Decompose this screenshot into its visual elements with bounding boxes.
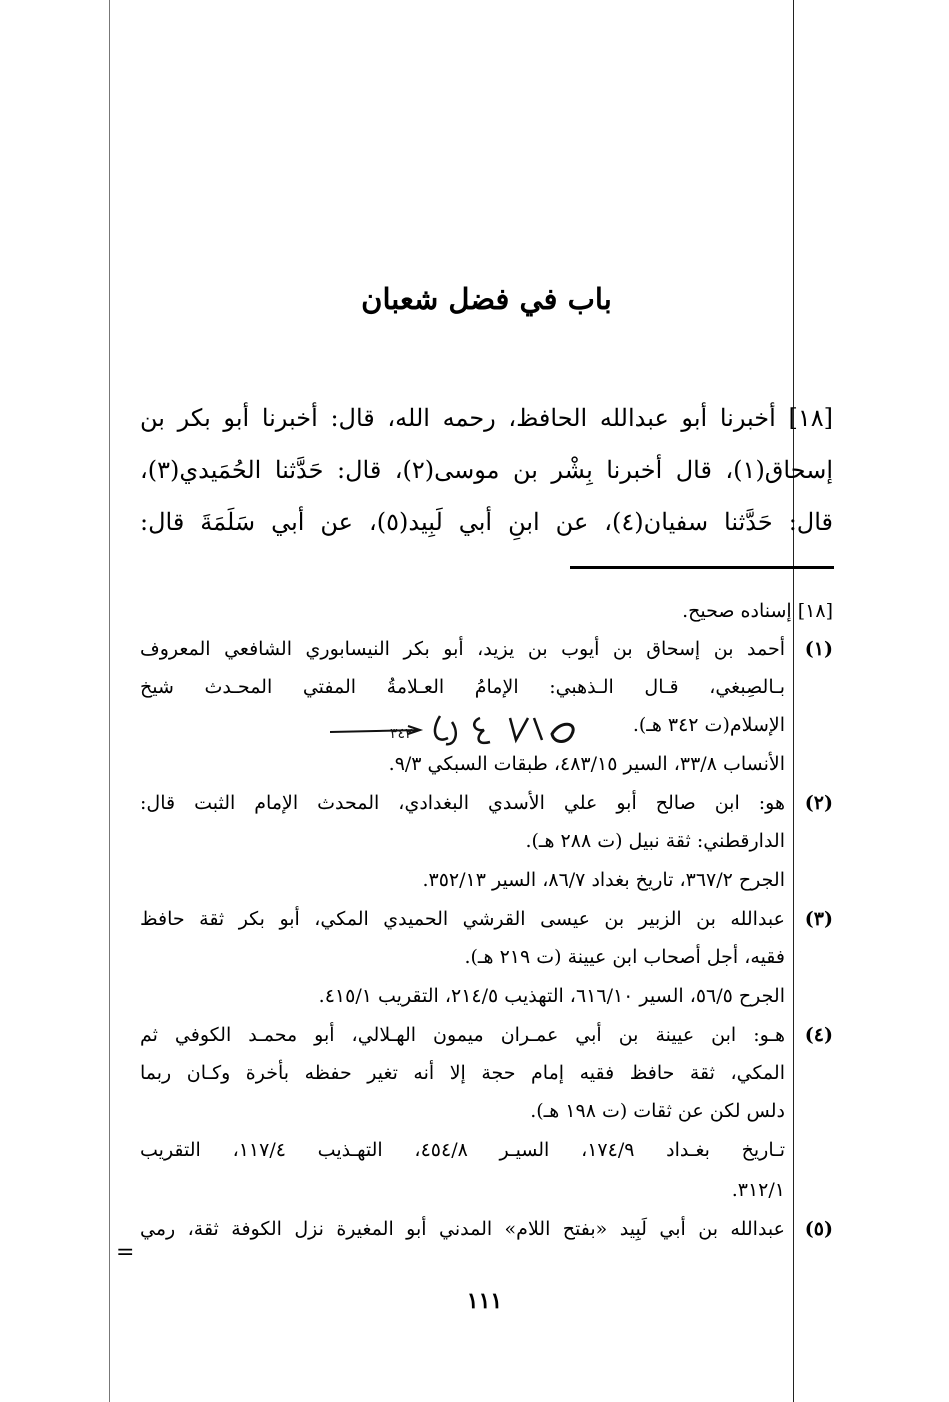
footnote-line: فقيه، أجل أصحاب ابن عيينة (ت ٢١٩ هـ). bbox=[464, 946, 785, 968]
hadith-text bbox=[140, 392, 833, 548]
footnote-line: أحمد بن إسحاق بن أيوب بن يزيد، أبو بكر النيسابوري الشافعي المعروف bbox=[140, 638, 785, 660]
footnote-line: عبدالله بن أبي لَبِيد «بفتح اللام» المدني أبو المغيرة نزل الكوفة ثقة، رمي bbox=[140, 1218, 785, 1240]
continuation-mark: = bbox=[116, 1240, 135, 1265]
footnote-number: (٣) bbox=[804, 908, 833, 930]
handwritten-annotation bbox=[330, 704, 580, 754]
chapter-title: باب في فضل شعبان bbox=[361, 282, 612, 316]
footnote-3 bbox=[140, 900, 833, 1016]
footnote-header: [١٨] إسناده صحيح. bbox=[682, 600, 833, 622]
hadith-number: [١٨] bbox=[788, 404, 833, 432]
hadith-line-1-text: أخبرنا أبو عبدالله الحافظ، رحمه الله، قال: أخبرنا أبو بكر بن bbox=[140, 404, 776, 432]
footnote-line: الدارقطني: ثقة نبيل (ت ٢٨٨ هـ). bbox=[525, 830, 785, 852]
footnote-line: عبدالله بن الزبير بن عيسى القرشي الحميدي المكي، أبو بكر ثقة حافظ bbox=[140, 908, 785, 930]
page-number: ١١١ bbox=[466, 1288, 503, 1314]
footnote-4 bbox=[140, 1016, 833, 1210]
footnote-number: (٥) bbox=[804, 1218, 833, 1240]
footnote-line: بـالصِبغي، قـال الـذهبي: الإمامُ العـلامةُ المفتي المحـدث شيخ bbox=[140, 676, 785, 698]
footnote-separator bbox=[570, 566, 834, 569]
footnote-references: الجرح ٣٦٧/٢، تاريخ بغداد ٨٦/٧، السير ٣٥٢/١٣. bbox=[422, 869, 785, 891]
footnote-number: (٢) bbox=[804, 792, 833, 814]
hadith-line-1 bbox=[140, 392, 833, 444]
footnote-number: (٤) bbox=[804, 1024, 833, 1046]
footnote-line: المكي، ثقة حافظ فقيه إمام حجة إلا أنه تغير حفظه بأخرة وكـان ربما bbox=[140, 1062, 785, 1084]
footnote-2 bbox=[140, 784, 833, 900]
footnote-line: هـو: ابن عيينة بن أبي عمـران ميمون الهـلالي، أبو محمـد الكوفي ثم bbox=[140, 1024, 785, 1046]
footnote-references: ٣١٢/١. bbox=[731, 1179, 785, 1201]
footnotes bbox=[140, 592, 833, 1248]
footnote-references: تـاريخ بغـداد ١٧٤/٩، السيـر ٤٥٤/٨، التهـذيب ١١٧/٤، التقريب bbox=[140, 1139, 785, 1161]
footnote-number: (١) bbox=[804, 638, 833, 660]
footnote-line: هو: ابن صالح أبو علي الأسدي البغدادي، المحدث الإمام الثبت قال: bbox=[140, 792, 785, 814]
footnote-line: الإسلام(ت ٣٤٢ هـ). bbox=[632, 714, 785, 736]
hadith-line-3: قال: حَدَّثنا سفيان(٤)، عن ابنِ أبي لَبِيد(٥)، عن أبي سَلَمَةَ قال: bbox=[140, 508, 834, 536]
footnote-line: دلس لكن عن ثقات (ت ١٩٨ هـ). bbox=[530, 1100, 785, 1122]
scan-vertical-line-left bbox=[109, 0, 110, 1402]
handwritten-note-text: ٣٤٢ bbox=[390, 726, 413, 742]
footnote-references: الأنساب ٣٣/٨، السير ٤٨٣/١٥، طبقات السبكي ٩/٣. bbox=[388, 753, 785, 775]
footnote-5 bbox=[140, 1210, 833, 1248]
hadith-line-2: إسحاق(١)، قال أخبرنا بِشْر بن موسى(٢)، قال: حَدَّثنا الحُمَيدي(٣)، bbox=[140, 456, 834, 484]
footnote-references: الجرح ٥٦/٥، السير ٦١٦/١٠، التهذيب ٢١٤/٥، التقريب ٤١٥/١. bbox=[318, 985, 785, 1007]
